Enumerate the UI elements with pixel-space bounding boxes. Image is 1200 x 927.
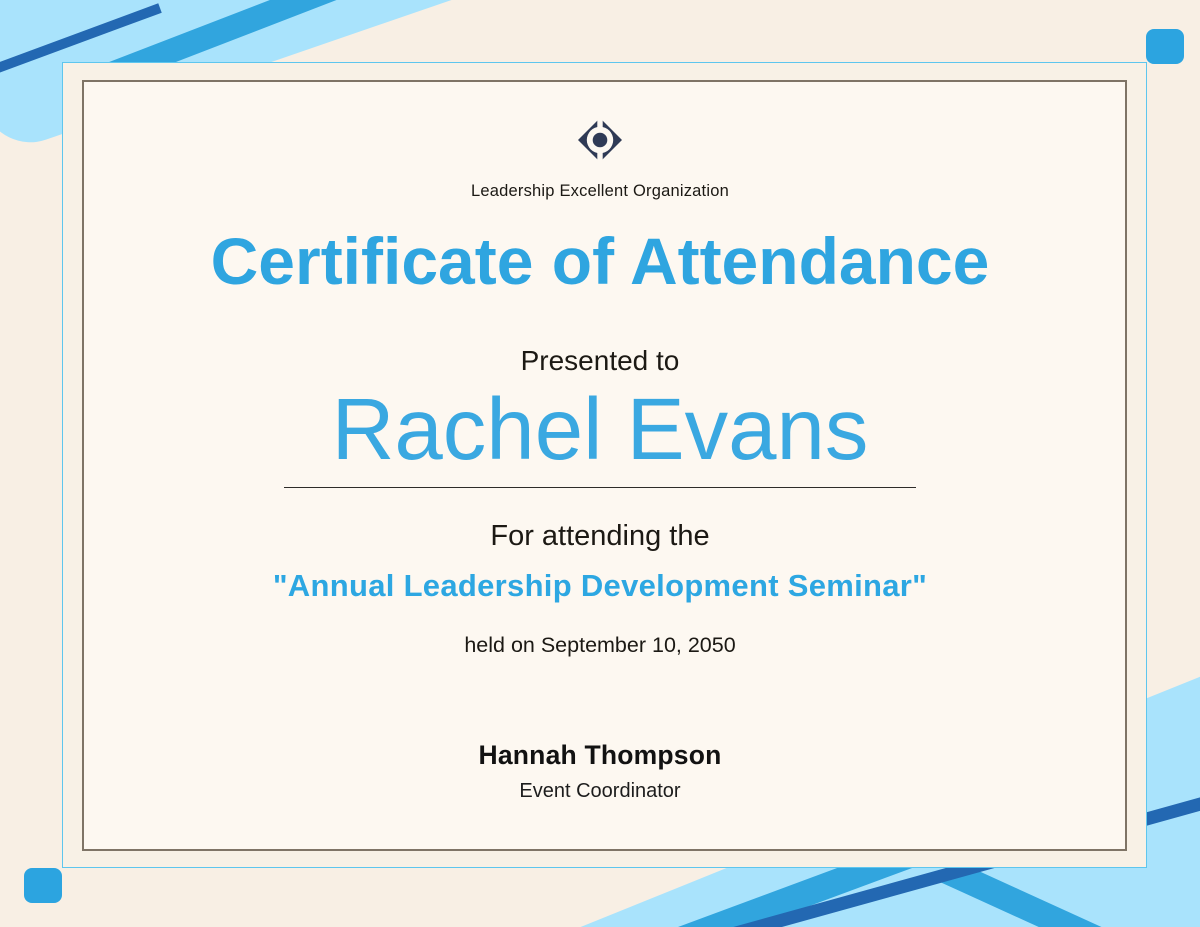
recipient-name: Rachel Evans [331,381,869,478]
diamond-target-logo-icon [578,118,622,162]
organization-name: Leadership Excellent Organization [471,182,729,200]
presented-to-label: Presented to [520,345,680,376]
recipient-underline [284,487,916,488]
certificate-title: Certificate of Attendance [210,224,990,298]
logo-wrap [0,118,1200,166]
attending-label: For attending the [490,520,710,552]
signer-role: Event Coordinator [519,780,681,802]
event-date: held on September 10, 2050 [464,633,736,657]
signer-name: Hannah Thompson [478,740,722,770]
event-name: "Annual Leadership Development Seminar" [272,568,928,603]
